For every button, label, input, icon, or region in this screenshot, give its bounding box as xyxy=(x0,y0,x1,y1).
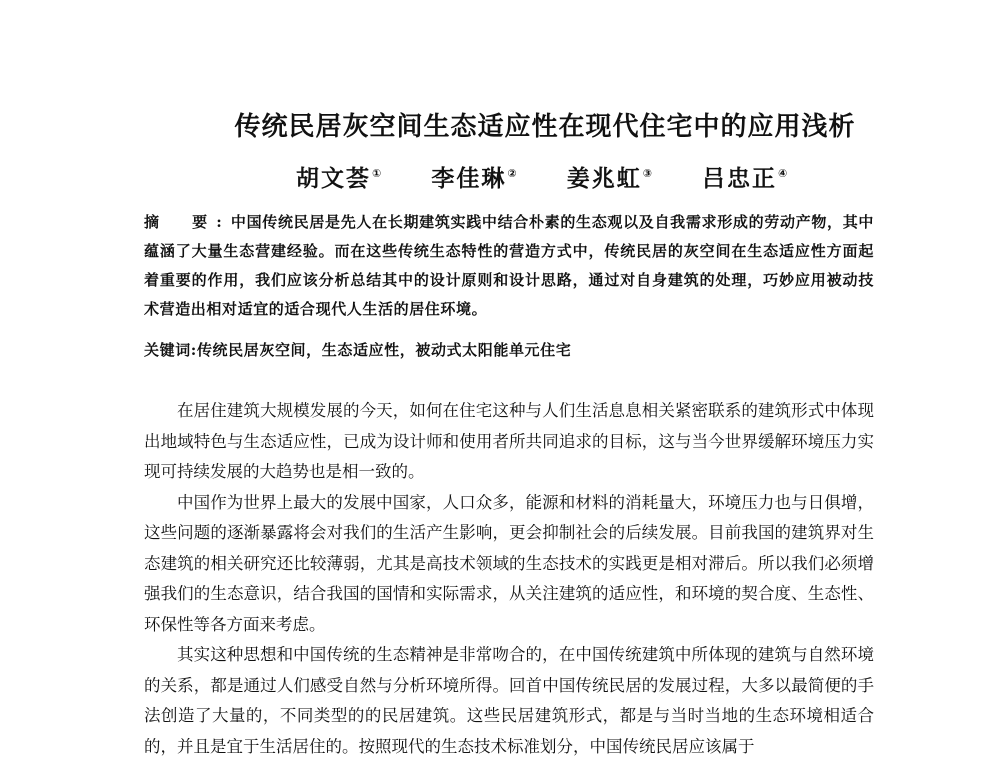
abstract-text: 中国传统民居是先人在长期建筑实践中结合朴素的生态观以及自我需求形成的劳动产物，其中蕴涵了大量生态营建经验。而在这些传统生态特性的营造方式中，传统民居的灰空间在生态适应性方面起着重要的作用，我们应该分析总结其中的设计原则和设计思路，通过对自身建筑的处理，巧妙应用被动技术营造出相对适宜的适合现代人生活的居住环境。 xyxy=(144,213,874,318)
author xyxy=(431,160,518,193)
keywords-label: 关键词: xyxy=(144,341,197,359)
author xyxy=(702,160,789,193)
author-list xyxy=(296,160,816,193)
body-paragraph: 中国作为世界上最大的发展中国家，人口众多，能源和材料的消耗量大，环境压力也与日俱增，这些问题的逐渐暴露将会对我们的生活产生影响，更会抑制社会的后续发展。目前我国的建筑界对生态建筑的相关研究还比较薄弱，尤其是高技术领域的生态技术的实践更是相对滞后。所以我们必须增强我们的生态意识，结合我国的国情和实际需求，从关注建筑的适应性，和环境的契合度、生态性、环保性等各方面来考虑。 xyxy=(144,492,874,634)
author xyxy=(296,160,383,193)
paper-title: 传统民居灰空间生态适应性在现代住宅中的应用浅析 xyxy=(234,112,856,142)
author-name: 胡文荟 xyxy=(296,166,371,192)
author-footnote-mark: ① xyxy=(372,167,384,181)
author-footnote-mark: ④ xyxy=(778,167,790,181)
body-text xyxy=(144,396,874,760)
body-paragraph: 其实这种思想和中国传统的生态精神是非常吻合的，在中国传统建筑中所体现的建筑与自然环境的关系，都是通过人们感受自然与分析环境所得。回首中国传统民居的发展过程，大多以最简便的手法创造了大量的，不同类型的的民居建筑。这些民居建筑形式，都是与当时当地的生态环境相适合的，并且是宜于生活居住的。按照现代的生态技术标准划分，中国传统民居应该属于 xyxy=(144,645,874,756)
keywords xyxy=(144,339,874,360)
abstract xyxy=(144,208,874,324)
keywords-text: 传统民居灰空间，生态适应性，被动式太阳能单元住宅 xyxy=(196,341,572,359)
author-footnote-mark: ③ xyxy=(642,167,655,181)
author-name: 姜兆虹 xyxy=(566,166,642,192)
abstract-label: 摘 要: xyxy=(144,213,231,231)
author-name: 吕忠正 xyxy=(702,166,778,192)
author xyxy=(567,160,654,193)
body-paragraph: 在居住建筑大规模发展的今天，如何在住宅这种与人们生活息息相关紧密联系的建筑形式中体现出地域特色与生态适应性，已成为设计师和使用者所共同追求的目标，这与当今世界缓解环境压力实现可持续发展的大趋势也是相一致的。 xyxy=(144,401,874,481)
author-name: 李佳琳 xyxy=(431,166,507,192)
author-footnote-mark: ② xyxy=(507,167,519,181)
